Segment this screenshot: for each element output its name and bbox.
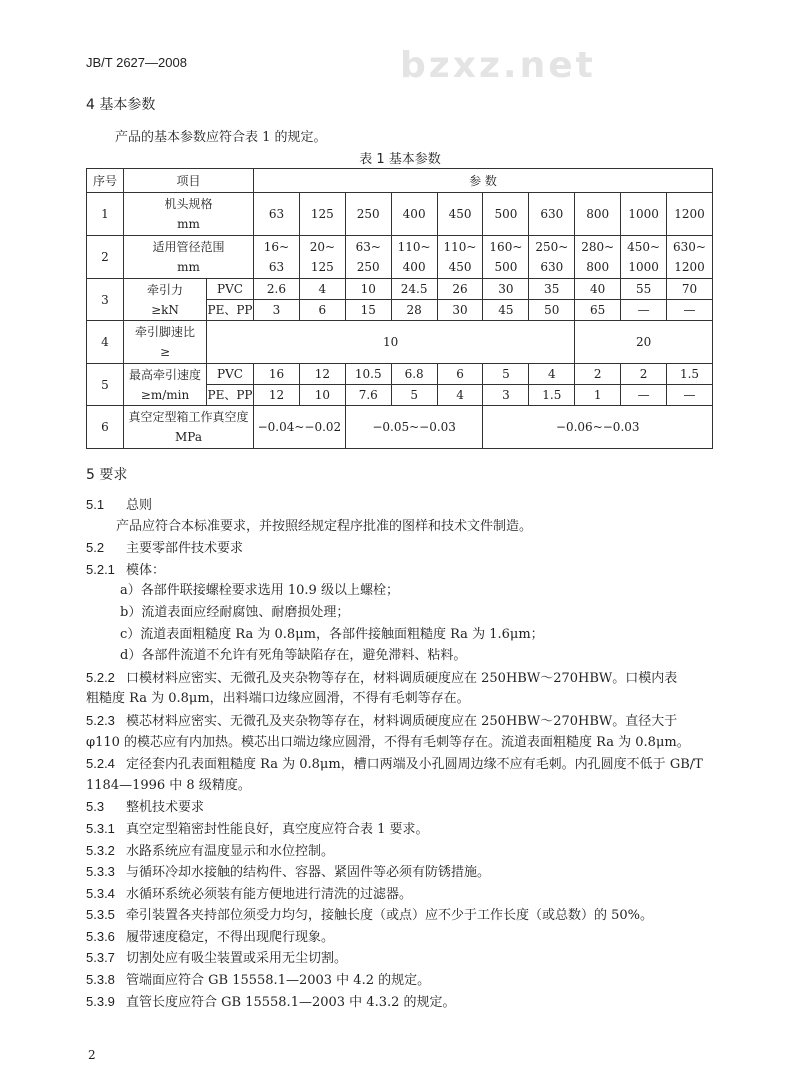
item-text: 牵引力 xyxy=(146,282,183,297)
value-cell: −0.05~−0.03 xyxy=(345,406,483,449)
header-cell: 参 数 xyxy=(254,169,713,193)
table-row xyxy=(87,236,713,279)
item-text: mm xyxy=(177,260,200,274)
value-cell xyxy=(621,236,667,279)
clause-text: 履带速度稳定，不得出现爬行现象。 xyxy=(126,929,335,945)
header-cell: 项目 xyxy=(124,169,254,193)
item-cell xyxy=(124,236,254,279)
requirement-line xyxy=(86,904,746,926)
value-cell: — xyxy=(621,300,667,321)
clause-number: 5.3.1 xyxy=(86,820,115,836)
value-cell: 28 xyxy=(391,300,437,321)
value-cell: 3 xyxy=(483,385,529,406)
watermark: bzxz.net xyxy=(400,45,596,86)
requirement-line xyxy=(86,991,746,1013)
item-text: ≥kN xyxy=(151,302,179,317)
item-text: 最高牵引速度 xyxy=(128,367,201,382)
value-line: 280~ xyxy=(581,240,615,254)
table-caption: 表 1 基本参数 xyxy=(359,152,441,167)
item-cell xyxy=(124,321,207,364)
value-cell: 1.5 xyxy=(529,385,575,406)
value-cell xyxy=(437,236,483,279)
clause-number: 5.3.4 xyxy=(86,885,115,901)
value-cell: 10 xyxy=(299,385,345,406)
standard-number: JB/T 2627—2008 xyxy=(86,55,187,70)
item-text: 机头规格 xyxy=(164,197,213,211)
requirement-line xyxy=(86,732,746,754)
clause-number: 5.2.2 xyxy=(86,669,115,685)
clause-text: b）流道表面应经耐腐蚀、耐磨损处理； xyxy=(120,604,350,620)
clause-text: 模体： xyxy=(126,562,166,578)
value-line: 250 xyxy=(356,260,380,274)
clause-number: 5.2.1 xyxy=(86,561,115,577)
clause-text: 整机技术要求 xyxy=(126,800,205,816)
value-cell xyxy=(254,236,300,279)
clause-number: 5.3 xyxy=(86,799,105,815)
value-cell: 4 xyxy=(299,279,345,300)
row-number: 6 xyxy=(87,406,124,449)
material-label: PE、PP xyxy=(207,385,254,406)
table-row xyxy=(87,193,713,236)
value-cell: 2.6 xyxy=(254,279,300,300)
clause-text: d）各部件流道不允许有死角等缺陷存在，避免滞料、粘料。 xyxy=(120,648,467,664)
clause-number: 5.3.6 xyxy=(86,928,115,944)
clause-text: 口模材料应密实、无微孔及夹杂物等存在，材料调质硬度应在 250HBW～270HBW。口模内表 xyxy=(126,670,678,686)
value-cell: 7.6 xyxy=(345,385,391,406)
value-cell: 70 xyxy=(667,279,713,300)
requirement-line xyxy=(86,710,746,732)
value-line: 110~ xyxy=(397,240,431,254)
value-line: 630~ xyxy=(673,240,706,254)
row-number: 1 xyxy=(87,193,124,236)
value-cell: 4 xyxy=(437,385,483,406)
row-number: 3 xyxy=(87,279,124,321)
value-line: 63~ xyxy=(355,240,381,254)
value-cell: 20 xyxy=(575,321,713,364)
requirement-line xyxy=(86,537,746,559)
value-cell: 630 xyxy=(529,193,575,236)
value-cell: 65 xyxy=(575,300,621,321)
section-4-title: 4 基本参数 xyxy=(86,97,156,113)
value-line: 1200 xyxy=(674,260,705,274)
clause-number: 5.3.8 xyxy=(86,972,115,988)
value-cell: 12 xyxy=(299,364,345,385)
item-cell xyxy=(124,364,207,406)
value-cell: 40 xyxy=(575,279,621,300)
value-line: 250~ xyxy=(535,240,569,254)
value-line: 63 xyxy=(268,260,285,274)
clause-number: 5.1 xyxy=(86,497,105,512)
clause-text: 直管长度应符合 GB 15558.1—2003 中 4.3.2 的规定。 xyxy=(126,994,456,1010)
table-row xyxy=(87,364,713,385)
value-cell: 10 xyxy=(345,279,391,300)
item-text: 适用管径范围 xyxy=(152,240,225,254)
requirement-line xyxy=(86,796,746,818)
value-line: 160~ xyxy=(489,240,523,254)
item-text: ≥m/min xyxy=(140,387,190,402)
clause-text: 与循环冷却水接触的结构件、容器、紧固件等必须有防锈措施。 xyxy=(126,865,491,881)
value-cell: 3 xyxy=(254,300,300,321)
value-cell: 35 xyxy=(529,279,575,300)
clause-number: 5.2 xyxy=(86,540,105,556)
value-cell: 1200 xyxy=(667,193,713,236)
requirement-line xyxy=(86,667,746,689)
clause-number: 5.2.4 xyxy=(86,756,115,772)
requirement-line xyxy=(86,947,746,969)
clause-number: 5.3.7 xyxy=(86,950,115,966)
requirement-line xyxy=(86,645,746,667)
section-5-title: 5 要求 xyxy=(86,467,128,483)
value-cell: 16 xyxy=(254,364,300,385)
value-cell: 2 xyxy=(575,364,621,385)
requirements-body xyxy=(86,494,746,1012)
value-cell xyxy=(391,236,437,279)
item-cell xyxy=(124,193,254,236)
requirement-line xyxy=(86,688,746,710)
value-cell xyxy=(667,236,713,279)
requirement-line xyxy=(86,516,746,538)
value-cell: — xyxy=(667,385,713,406)
section-4-intro: 产品的基本参数应符合表 1 的规定。 xyxy=(115,130,327,145)
page-number: 2 xyxy=(88,1048,96,1062)
value-cell: 63 xyxy=(254,193,300,236)
requirement-line xyxy=(86,883,746,905)
value-cell: 24.5 xyxy=(391,279,437,300)
value-cell: 12 xyxy=(254,385,300,406)
requirement-line xyxy=(86,559,746,581)
value-cell: 250 xyxy=(345,193,391,236)
value-line: 1000 xyxy=(628,260,659,274)
clause-text: 水路系统应有温度显示和水位控制。 xyxy=(126,843,335,859)
clause-text: 模芯材料应密实、无微孔及夹杂物等存在，材料调质硬度应在 250HBW～270HBW。直径大于 xyxy=(126,713,678,729)
clause-text: 总则 xyxy=(126,498,153,513)
clause-text: 切割处应有吸尘装置或采用无尘切割。 xyxy=(126,951,348,967)
value-cell: 5 xyxy=(483,364,529,385)
value-line: 500 xyxy=(494,260,518,274)
value-cell: 4 xyxy=(529,364,575,385)
table-row xyxy=(87,321,713,364)
row-number: 4 xyxy=(87,321,124,364)
item-text: ≥ xyxy=(159,345,171,359)
clause-text: 牵引装置各夹持部位须受力均匀，接触长度（或点）应不少于工作长度（或总数）的 50%。 xyxy=(126,908,654,924)
requirement-line xyxy=(86,840,746,862)
value-cell: 6.8 xyxy=(391,364,437,385)
clause-text: 定径套内孔表面粗糙度 Ra 为 0.8μm，槽口两端及小孔圆周边缘不应有毛刺。内孔圆度不低于 GB/T xyxy=(126,757,703,773)
value-line: 800 xyxy=(586,260,610,274)
value-cell: 500 xyxy=(483,193,529,236)
item-text: 真空定型箱工作真空度 xyxy=(128,410,249,424)
value-line: 20~ xyxy=(309,240,336,254)
value-line: 450 xyxy=(448,260,472,274)
item-cell xyxy=(124,406,254,449)
requirement-line xyxy=(86,624,746,646)
requirement-line xyxy=(86,926,746,948)
material-label: PE、PP xyxy=(207,300,254,321)
value-cell: 125 xyxy=(299,193,345,236)
value-cell: 400 xyxy=(391,193,437,236)
material-label: PVC xyxy=(207,364,254,385)
clause-text: 主要零部件技术要求 xyxy=(126,541,244,557)
value-cell xyxy=(345,236,391,279)
item-text: 牵引脚速比 xyxy=(134,325,195,339)
clause-text: 产品应符合本标准要求，并按照经规定程序批准的图样和技术文件制造。 xyxy=(116,518,533,534)
value-cell xyxy=(299,236,345,279)
value-line: 110~ xyxy=(443,240,477,254)
value-cell: 50 xyxy=(529,300,575,321)
requirement-line xyxy=(86,861,746,883)
value-cell: 6 xyxy=(299,300,345,321)
material-label: PVC xyxy=(207,279,254,300)
value-line: 125 xyxy=(310,260,334,274)
requirement-line xyxy=(86,969,746,991)
clause-number: 5.3.2 xyxy=(86,842,115,858)
row-number: 2 xyxy=(87,236,124,279)
clause-text: 真空定型箱密封性能良好，真空度应符合表 1 要求。 xyxy=(126,821,429,837)
value-cell: 26 xyxy=(437,279,483,300)
value-cell: 15 xyxy=(345,300,391,321)
value-cell: 10 xyxy=(207,321,575,364)
requirement-line xyxy=(86,753,746,775)
value-line: 16~ xyxy=(263,240,290,254)
clause-text: 粗糙度 Ra 为 0.8μm，出料端口边缘应圆滑，不得有毛刺等存在。 xyxy=(86,691,470,707)
parameters-table xyxy=(86,168,713,449)
value-cell: 30 xyxy=(483,279,529,300)
clause-number: 5.3.3 xyxy=(86,864,115,880)
value-cell: 30 xyxy=(437,300,483,321)
value-cell: — xyxy=(621,385,667,406)
value-cell: −0.04~−0.02 xyxy=(254,406,346,449)
item-text: MPa xyxy=(175,430,202,444)
header-cell: 序号 xyxy=(87,169,124,193)
value-cell xyxy=(529,236,575,279)
value-cell: 1000 xyxy=(621,193,667,236)
value-cell: 1 xyxy=(575,385,621,406)
clause-text: 管端面应符合 GB 15558.1—2003 中 4.2 的规定。 xyxy=(126,973,431,989)
value-line: 450~ xyxy=(627,240,661,254)
table-header-row xyxy=(87,169,713,193)
value-cell: 6 xyxy=(437,364,483,385)
value-cell: 800 xyxy=(575,193,621,236)
table-row xyxy=(87,406,713,449)
clause-text: 1184—1996 中 8 级精度。 xyxy=(86,777,251,793)
value-cell: 45 xyxy=(483,300,529,321)
value-cell: 1.5 xyxy=(667,364,713,385)
value-cell: 55 xyxy=(621,279,667,300)
value-cell: 5 xyxy=(391,385,437,406)
value-line: 400 xyxy=(402,260,426,274)
clause-text: 水循环系统必须装有能方便地进行清洗的过滤器。 xyxy=(126,886,413,902)
value-cell: — xyxy=(667,300,713,321)
clause-number: 5.3.5 xyxy=(86,907,115,923)
requirement-line xyxy=(86,818,746,840)
clause-text: c）流道表面粗糙度 Ra 为 0.8μm，各部件接触面粗糙度 Ra 为 1.6μm； xyxy=(120,626,544,642)
table-row xyxy=(87,279,713,300)
value-line: 630 xyxy=(540,260,564,274)
value-cell xyxy=(575,236,621,279)
item-text: mm xyxy=(177,217,200,231)
requirement-line xyxy=(86,580,746,602)
clause-text: a）各部件联接螺栓要求选用 10.9 级以上螺栓； xyxy=(120,583,399,599)
value-cell: 2 xyxy=(621,364,667,385)
value-cell: 450 xyxy=(437,193,483,236)
clause-number: 5.3.9 xyxy=(86,993,115,1009)
item-cell xyxy=(124,279,207,321)
requirement-line xyxy=(86,494,746,516)
requirement-line xyxy=(86,775,746,797)
clause-number: 5.2.3 xyxy=(86,712,115,728)
row-number: 5 xyxy=(87,364,124,406)
requirement-line xyxy=(86,602,746,624)
value-cell: 10.5 xyxy=(345,364,391,385)
clause-text: φ110 的模芯应有内加热。模芯出口端边缘应圆滑，不得有毛刺等存在。流道表面粗糙度 Ra 为 0.8μm。 xyxy=(86,734,690,750)
value-cell: −0.06~−0.03 xyxy=(483,406,713,449)
value-cell xyxy=(483,236,529,279)
